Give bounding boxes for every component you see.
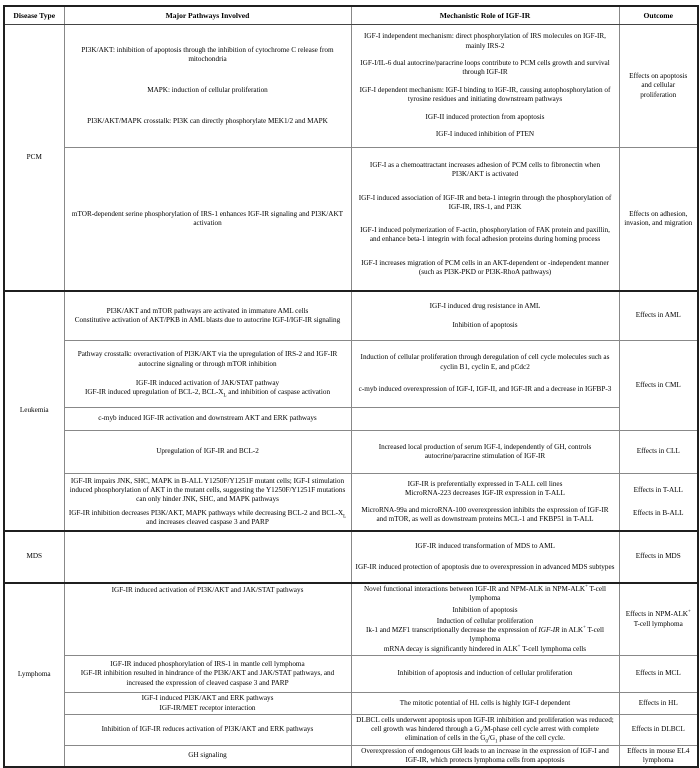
mds-outcome-cell (619, 531, 698, 583)
text-paragraph: mTOR-dependent serine phosphorylation of IRS-1 enhances IGF-IR signaling and PI3K/AKT activation (71, 209, 344, 227)
text-paragraph: PI3K/AKT and mTOR pathways are activated in immature AML cells Constitutive activation of AKT/PKB in AML blasts due to autocrine IGF-I/IGF-IR signaling (74, 306, 341, 324)
pcm2-outcome-cell (619, 148, 698, 292)
hl-outcome-cell (619, 693, 698, 715)
table-row (4, 291, 698, 341)
text-paragraph: Induction of cellular proliferation through deregulation of cell cycle molecules such as cyclin B1, cyclin E, and pCdc2 (360, 353, 610, 371)
outcome-text: Effects in MDS (635, 552, 681, 561)
text-paragraph: Pathway crosstalk: overactivation of PI3K/AKT via the upregulation of IRS-2 and IGF-IR autocrine signaling or through mTOR inhibition (77, 350, 338, 368)
npm-alk-pathways-cell (64, 583, 351, 656)
text-paragraph: IGF-IR impairs JNK, SHC, MAPK in B-ALL Y1250F/Y1251F mutant cells; IGF-I stimulation induced phosphorylation of AKT in the mutant cells, suggesting the Y1250F/Y1251F mutations can only hinder JNK, SHC, and MAPK pathways (69, 476, 346, 504)
disease-label: MDS (26, 552, 43, 561)
dlbcl-outcome-cell (619, 715, 698, 746)
text-paragraph: The mitotic potential of HL cells is highly IGF-I dependent (399, 698, 571, 707)
igf-ir-hematologic-malignancies-table (3, 5, 699, 768)
npm-alk-outcome-cell (619, 583, 698, 656)
text-paragraph: IGF-IR induced transformation of MDS to AML (415, 542, 555, 551)
text-paragraph: Inhibition of apoptosis (452, 321, 518, 330)
text-paragraph: DLBCL cells underwent apoptosis upon IGF-IR inhibition and proliferation was reduced; cell growth was hindered through a $G_2/M$-phase cell cycle arrest with complete elimination of cells in the $G_0/G_1$ phase of the cell cycle. (356, 716, 614, 745)
cml-extra-mechanistic-cell-empty (351, 408, 619, 431)
text-paragraph: IGF-IR is preferentially expressed in T-ALL cell lines MicroRNA-223 decreases IGF-IR expression in T-ALL (405, 480, 565, 498)
dlbcl-pathways-cell (64, 715, 351, 746)
cll-pathways-cell (64, 431, 351, 474)
outcome-text: Effects in HL (638, 698, 678, 707)
header-mechanistic-role: Mechanistic Role of IGF-IR (351, 6, 619, 25)
text-paragraph: IGF-I induced association of IGF-IR and beta-1 integrin through the phosphorylation of IGF-IR, IRS-1, and PI3K (358, 193, 612, 211)
disease-leukemia-cell (4, 291, 64, 531)
text-paragraph: IGF-I/IL-6 dual autocrine/paracrine loops contribute to PCM cells growth and survival through IGF-IR (360, 59, 610, 77)
pcm1-mechanistic-cell (351, 25, 619, 148)
cml-extra-pathways-cell (64, 408, 351, 431)
aml-outcome-cell (619, 291, 698, 341)
all-mechanistic-cell (351, 474, 619, 532)
outcome-text: Effects in NPM-ALK+ T-cell lymphoma (625, 609, 691, 628)
text-paragraph: PI3K/AKT: inhibition of apoptosis through the inhibition of cytochrome C release from mitochondria (81, 45, 334, 63)
aml-pathways-cell (64, 291, 351, 341)
pcm1-outcome-cell (619, 25, 698, 148)
mds-mechanistic-cell (351, 531, 619, 583)
el4-outcome-cell (619, 745, 698, 767)
dlbcl-mechanistic-cell (351, 715, 619, 746)
text-paragraph: IGF-I independent mechanism: direct phosphorylation of IRS molecules on IGF-IR, mainly IRS-2 (364, 32, 606, 50)
mcl-mechanistic-cell (351, 656, 619, 693)
table-row (4, 408, 698, 431)
text-paragraph: Novel functional interactions between IGF-IR and NPM-ALK in NPM-ALK+ T-cell lymphoma (363, 584, 607, 603)
table-row (4, 583, 698, 656)
disease-mds-cell (4, 531, 64, 583)
text-paragraph: IGF-IR induced phosphorylation of IRS-1 in mantle cell lymphoma IGF-IR inhibition resulted in hindrance of the PI3K/AKT and JAK/STAT pathways, and increased the expression of cleaved caspase 3 and PARP (80, 660, 335, 687)
text-paragraph: Inhibition of apoptosis and induction of cellular proliferation (397, 669, 573, 678)
hl-pathways-cell (64, 693, 351, 715)
text-paragraph: IGF-I induced drug resistance in AML (429, 301, 541, 310)
cml-pathways-cell (64, 341, 351, 408)
text-paragraph: IGF-IR induced activation of JAK/STAT pathway IGF-IR induced upregulation of BCL-2, BCL-$X_L$ and inhibition of caspase activation (84, 379, 331, 399)
text-paragraph: Induction of cellular proliferation Ik-1 and MZF1 transcriptionally decrease the expression of IGF-IR in ALK+ T-cell lymphoma mRNA decay is significantly hindered in ALK+ T-cell lymphoma cells (365, 616, 605, 653)
text-paragraph: MAPK: induction of cellular proliferation (147, 86, 268, 94)
table-row (4, 745, 698, 767)
pcm2-pathways-cell (64, 148, 351, 292)
text-paragraph: Inhibition of IGF-IR reduces activation of PI3K/AKT and ERK pathways (101, 725, 314, 734)
table-row (4, 341, 698, 408)
header-row (4, 6, 698, 25)
text-paragraph: Upregulation of IGF-IR and BCL-2 (156, 447, 259, 456)
outcome-text: Effects in CML (635, 380, 681, 389)
header-outcome: Outcome (619, 6, 698, 25)
text-paragraph: MicroRNA-99a and microRNA-100 overexpression inhibits the expression of IGF-IR and mTOR, as well as downstream proteins MCL-1 and FKBP51 in T-ALL (361, 505, 609, 523)
all-pathways-cell (64, 474, 351, 532)
outcome-text: Effects in mouse EL4 lymphoma (627, 746, 690, 764)
disease-lymphoma-cell (4, 583, 64, 767)
text-paragraph: IGF-I induced inhibition of PTEN (435, 130, 535, 139)
text-paragraph: c-myb induced IGF-IR activation and downstream AKT and ERK pathways (98, 414, 317, 423)
mds-pathways-cell-empty (64, 531, 351, 583)
aml-mechanistic-cell (351, 291, 619, 341)
outcome-text: Effects in CLL (636, 447, 680, 456)
disease-pcm-cell (4, 25, 64, 292)
pcm1-pathways-cell (64, 25, 351, 148)
mcl-outcome-cell (619, 656, 698, 693)
text-paragraph: PI3K/AKT/MAPK crosstalk: PI3K can directly phosphorylate MEK1/2 and MAPK (87, 117, 328, 125)
table-row (4, 715, 698, 746)
table-row (4, 25, 698, 148)
all-outcome-cell (619, 474, 698, 532)
outcome-text: Effects on apoptosis and cellular proliferation (629, 72, 688, 99)
text-paragraph: GH signaling (188, 751, 227, 760)
header-disease-type: Disease Type (4, 6, 64, 25)
text-paragraph: Increased local production of serum IGF-I, independently of GH, controls autocrine/paracrine stimulation of IGF-IR (378, 442, 592, 460)
disease-label: Lymphoma (17, 670, 51, 679)
outcome-text: Effects in T-ALL (633, 486, 683, 495)
outcome-text: Effects in AML (635, 311, 681, 320)
outcome-text: Effects in DLBCL (631, 725, 685, 734)
table-row (4, 531, 698, 583)
text-paragraph: IGF-I induced PI3K/AKT and ERK pathways IGF-IR/MET receptor interaction (141, 694, 274, 712)
table-row (4, 431, 698, 474)
text-paragraph: IGF-I induced polymerization of F-actin, phosphorylation of FAK protein and paxillin, and enhance beta-1 integrin with focal adhesion proteins during homing process (360, 226, 610, 244)
text-paragraph: IGF-I dependent mechanism: IGF-I binding to IGF-IR, causing autophosphorylation of tyrosine residues and initiating downstream pathways (359, 86, 611, 104)
paper-table-page (0, 5, 700, 764)
text-paragraph: IGF-IR induced protection of apoptosis due to overexpression in advanced MDS subtypes (355, 562, 615, 571)
cll-outcome-cell (619, 431, 698, 474)
pcm2-mechanistic-cell (351, 148, 619, 292)
text-paragraph: IGF-I as a chemoattractant increases adhesion of PCM cells to fibronectin when PI3K/AKT is activated (369, 161, 601, 179)
header-major-pathways: Major Pathways Involved (64, 6, 351, 25)
npm-alk-mechanistic-cell (351, 583, 619, 656)
table-row (4, 474, 698, 532)
table-row (4, 693, 698, 715)
table-row (4, 656, 698, 693)
outcome-text: Effects in MCL (635, 669, 681, 678)
text-paragraph: IGF-IR induced activation of PI3K/AKT and JAK/STAT pathways (111, 586, 304, 594)
mcl-pathways-cell (64, 656, 351, 693)
table-row (4, 148, 698, 292)
el4-pathways-cell (64, 745, 351, 767)
text-paragraph: c-myb induced overexpression of IGF-I, IGF-II, and IGF-IR and a decrease in IGFBP-3 (358, 385, 612, 394)
text-paragraph: IGF-I increases migration of PCM cells in an AKT-dependent or -independent manner (such as PI3K-PKD or PI3K-RhoA pathways) (361, 258, 609, 276)
outcome-text: Effects on adhesion, invasion, and migration (624, 209, 693, 227)
disease-label: Leukemia (19, 406, 49, 415)
text-paragraph: Overexpression of endogenous GH leads to an increase in the expression of IGF-I and IGF-IR, which protects lymphoma cells from apoptosis (361, 746, 609, 764)
disease-label: PCM (26, 152, 42, 161)
cll-mechanistic-cell (351, 431, 619, 474)
cml-outcome-cell (619, 341, 698, 431)
cml-mechanistic-cell (351, 341, 619, 408)
text-paragraph: IGF-II induced protection from apoptosis (425, 112, 545, 121)
text-paragraph: Inhibition of apoptosis (452, 605, 518, 614)
outcome-text: Effects in B-ALL (632, 508, 684, 517)
el4-mechanistic-cell (351, 745, 619, 767)
hl-mechanistic-cell (351, 693, 619, 715)
text-paragraph: IGF-IR inhibition decreases PI3K/AKT, MAPK pathways while decreasing BCL-2 and BCL-$X_L$ and increases cleaved caspase 3 and PARP (68, 508, 347, 526)
